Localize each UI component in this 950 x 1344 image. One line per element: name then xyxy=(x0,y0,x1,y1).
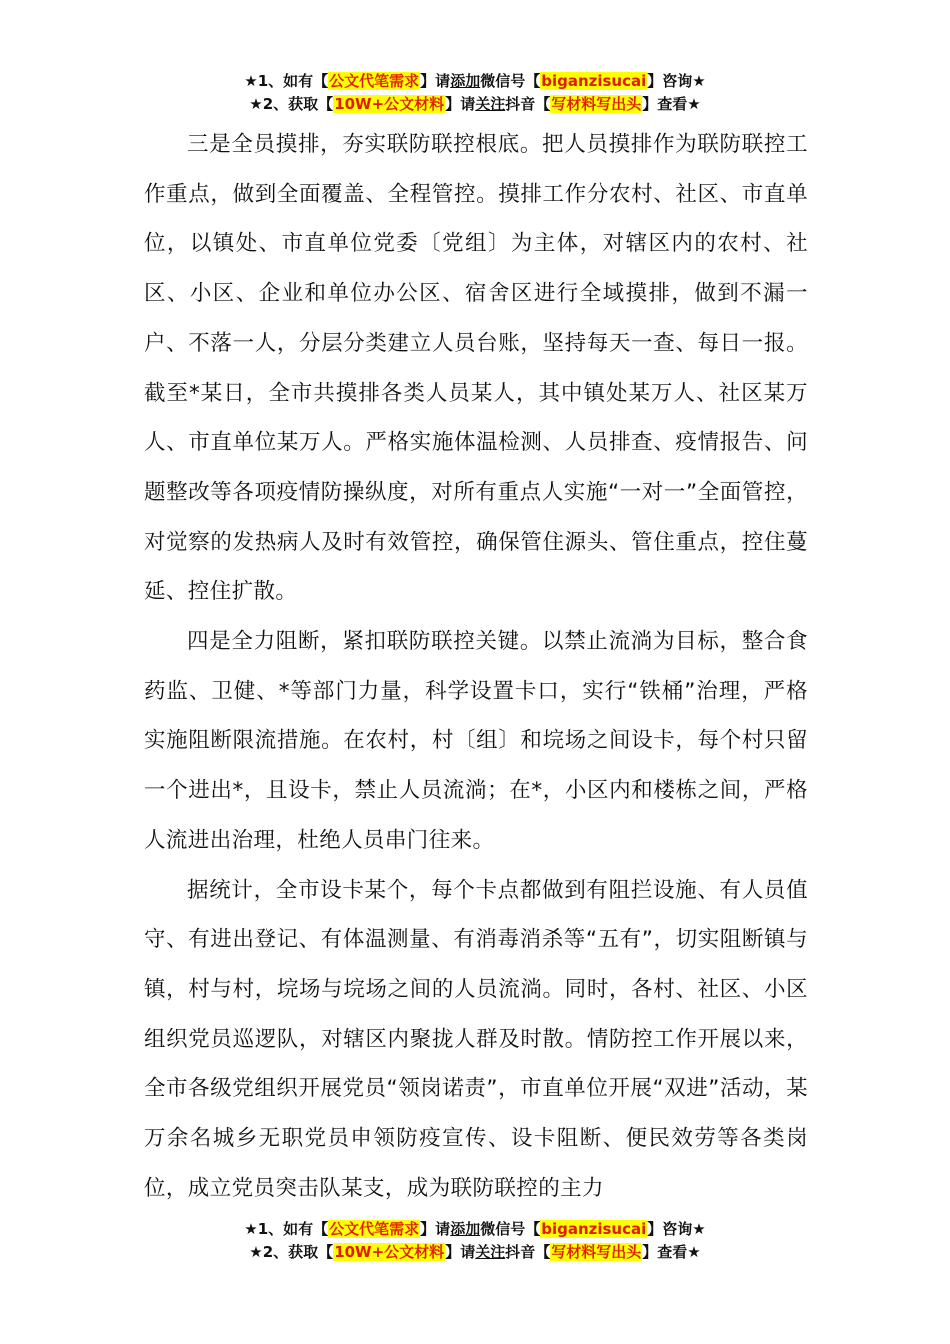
banner-line-2 xyxy=(0,93,950,116)
banner-text: 微信号【 xyxy=(480,1220,541,1238)
banner-line-2 xyxy=(0,1241,950,1264)
banner-line-1 xyxy=(0,1218,950,1241)
banner-text: 抖音【 xyxy=(505,1243,551,1261)
paragraph: 四是全力阻断，紧扣联防联控关键。以禁止流淌为目标，整合食药监、卫健、*等部门力量，科学设置卡口，实行“铁桶”治理，严格实施阻断限流措施。在农村，村〔组〕和垸场之间设卡，每个村只留一个进出*，且设卡，禁止人员流淌；在*，小区内和楼栋之间，严格人流进出治理，杜绝人员串门往来。 xyxy=(144,629,808,853)
banner-text: 】请 xyxy=(420,1220,451,1238)
banner-text: 】请 xyxy=(445,1243,476,1261)
highlight-service: 公文代笔需求 xyxy=(329,72,420,90)
highlight-service: 公文代笔需求 xyxy=(329,1220,420,1238)
banner-text: 】请 xyxy=(420,72,451,90)
underlined-text: 添加 xyxy=(450,1220,481,1238)
highlight-wechat-id: biganzisucai xyxy=(541,72,647,90)
banner-text: 微信号【 xyxy=(480,72,541,90)
paragraph: 三是全员摸排，夯实联防联控根底。把人员摸排作为联防联控工作重点，做到全面覆盖、全程管控。摸排工作分农村、社区、市直单位，以镇处、市直单位党委〔党组〕为主体，对辖区内的农村、社区、小区、企业和单位办公区、宿舍区进行全域摸排，做到不漏一户、不落一人，分层分类建立人员台账，坚持每天一查、每日一报。截至*某日，全市共摸排各类人员某人，其中镇处某万人、社区某万人、市直单位某万人。严格实施体温检测、人员排查、疫情报告、问题整改等各项疫情防操纵度，对所有重点人实施“一对一”全面管控，对觉察的发热病人及时有效管控，确保管住源头、管住重点，控住蔓延、控住扩散。 xyxy=(144,132,808,605)
underlined-text: 关注 xyxy=(475,95,506,113)
highlight-materials: 10W+公文材料 xyxy=(334,95,445,113)
banner-text: ★2、获取【 xyxy=(249,95,334,113)
underlined-text: 关注 xyxy=(475,1243,506,1261)
highlight-douyin-account: 写材料写出头 xyxy=(551,95,642,113)
banner-text: 】请 xyxy=(445,95,476,113)
paragraph: 据统计，全市设卡某个，每个卡点都做到有阻拦设施、有人员值守、有进出登记、有体温测量、有消毒消杀等“五有”，切实阻断镇与镇，村与村，垸场与垸场之间的人员流淌。同时，各村、社区、小区组织党员巡逻队，对辖区内聚拢人群及时散。情防控工作开展以来，全市各级党组织开展党员“领岗诺责”，市直单位开展“双进”活动，某万余名城乡无职党员申领防疫宣传、设卡阻断、便民效劳等各类岗位，成立党员突击队某支，成为联防联控的主力 xyxy=(144,877,808,1201)
banner-text: ★1、如有【 xyxy=(244,1220,329,1238)
highlight-douyin-account: 写材料写出头 xyxy=(551,1243,642,1261)
document-body xyxy=(144,120,808,1213)
banner-text: 】查看★ xyxy=(642,95,701,113)
footer-banner xyxy=(0,1218,950,1264)
banner-text: 】咨询★ xyxy=(647,72,706,90)
highlight-materials: 10W+公文材料 xyxy=(334,1243,445,1261)
banner-text: 】查看★ xyxy=(642,1243,701,1261)
banner-text: 抖音【 xyxy=(505,95,551,113)
highlight-wechat-id: biganzisucai xyxy=(541,1220,647,1238)
banner-text: ★1、如有【 xyxy=(244,72,329,90)
banner-text: ★2、获取【 xyxy=(249,1243,334,1261)
banner-text: 】咨询★ xyxy=(647,1220,706,1238)
underlined-text: 添加 xyxy=(450,72,481,90)
header-banner xyxy=(0,70,950,116)
banner-line-1 xyxy=(0,70,950,93)
